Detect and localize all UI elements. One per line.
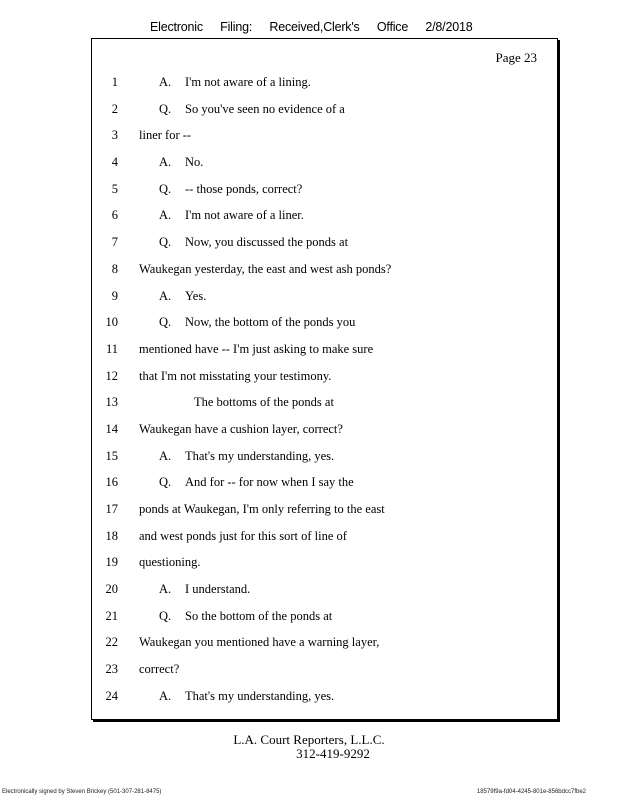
line-text: ponds at Waukegan, I'm only referring to the east — [139, 502, 385, 516]
reporter-block — [0, 733, 618, 761]
transcript-line — [92, 499, 557, 526]
line-text: Yes. — [185, 288, 207, 303]
transcript-line — [92, 286, 557, 313]
line-number: 10 — [105, 315, 118, 330]
speaker-label: Q. — [159, 235, 172, 250]
line-number: 7 — [111, 235, 118, 250]
line-content — [159, 152, 203, 172]
line-text: So you've seen no evidence of a — [185, 101, 345, 116]
line-content — [159, 579, 250, 599]
speaker-label: A. — [159, 448, 172, 463]
speaker-label: A. — [159, 155, 172, 170]
transcript-line — [92, 686, 557, 713]
line-number: 6 — [111, 208, 118, 223]
line-content — [159, 312, 355, 332]
line-text: correct? — [139, 662, 180, 677]
line-content — [139, 419, 343, 439]
line-text: I'm not aware of a lining. — [185, 75, 311, 89]
line-number: 12 — [105, 368, 118, 383]
line-content — [139, 552, 200, 572]
reporter-phone: 312-419-9292 — [296, 746, 370, 761]
line-number: 20 — [105, 582, 118, 597]
transcript-line — [92, 72, 557, 99]
speaker-label: Q. — [159, 101, 172, 116]
line-content — [159, 446, 334, 466]
reporter-name: L.A. Court Reporters, L.L.C. — [233, 732, 385, 747]
line-text: I'm not aware of a liner. — [185, 208, 304, 223]
line-content — [159, 179, 302, 199]
transcript-line — [92, 632, 557, 659]
line-content — [159, 606, 332, 626]
transcript-line — [92, 419, 557, 446]
transcript-line — [92, 392, 557, 419]
line-content — [139, 659, 179, 679]
line-text: Waukegan have a cushion layer, correct? — [139, 421, 343, 436]
line-number: 1 — [111, 75, 118, 89]
transcript-line — [92, 152, 557, 179]
filing-stamp-date: 2/8/2018 — [425, 20, 473, 34]
line-number: 23 — [105, 662, 118, 677]
line-content — [139, 339, 373, 359]
speaker-label: A. — [159, 208, 172, 223]
line-text: Now, you discussed the ponds at — [185, 235, 349, 250]
line-text: and west ponds just for this sort of line of — [139, 528, 347, 543]
line-number: 13 — [105, 395, 118, 410]
transcript-lines — [92, 72, 557, 713]
line-text: Waukegan you mentioned have a warning layer, — [139, 635, 380, 650]
speaker-label: Q. — [159, 315, 172, 330]
line-content — [159, 232, 348, 252]
line-text: I understand. — [185, 582, 251, 597]
line-text: No. — [185, 155, 204, 170]
line-content — [159, 99, 345, 119]
line-content — [194, 392, 334, 412]
transcript-line — [92, 312, 557, 339]
line-number: 2 — [111, 101, 118, 116]
filing-stamp-header — [150, 20, 472, 34]
line-number: 8 — [111, 261, 118, 276]
speaker-label: Q. — [159, 181, 172, 196]
transcript-line — [92, 606, 557, 633]
transcript-line — [92, 339, 557, 366]
transcript-line — [92, 446, 557, 473]
speaker-label: Q. — [159, 475, 172, 490]
transcript-line — [92, 472, 557, 499]
line-number: 9 — [111, 288, 118, 303]
speaker-label: Q. — [159, 608, 172, 623]
filing-stamp-word: Filing: — [220, 20, 253, 34]
line-content — [159, 72, 311, 92]
line-text: -- those ponds, correct? — [185, 181, 303, 196]
line-number: 16 — [105, 475, 118, 490]
transcript-line — [92, 99, 557, 126]
line-content — [139, 125, 191, 145]
line-number: 4 — [111, 155, 118, 170]
line-text: Now, the bottom of the ponds you — [185, 315, 356, 330]
line-text: So the bottom of the ponds at — [185, 608, 333, 623]
line-text: And for -- for now when I say the — [185, 475, 354, 490]
filing-stamp-word: Received,Clerk's — [269, 20, 360, 34]
speaker-label: A. — [159, 688, 172, 703]
transcript-line — [92, 179, 557, 206]
line-text: Waukegan yesterday, the east and west ash ponds? — [139, 261, 392, 276]
filing-stamp-word: Office — [376, 20, 409, 34]
page-number: Page 23 — [495, 50, 537, 65]
line-content — [139, 526, 347, 546]
transcript-line — [92, 232, 557, 259]
filing-stamp-word: Electronic — [150, 20, 203, 34]
speaker-label: A. — [159, 582, 172, 597]
transcript-line — [92, 579, 557, 606]
line-number: 15 — [105, 448, 118, 463]
line-number: 19 — [105, 555, 118, 570]
line-content — [139, 259, 391, 279]
line-number: 11 — [105, 341, 118, 356]
line-number: 17 — [105, 502, 118, 516]
line-content — [159, 286, 206, 306]
line-content — [159, 472, 354, 492]
speaker-label: A. — [159, 288, 172, 303]
line-text: That's my understanding, yes. — [185, 688, 335, 703]
line-number: 21 — [105, 608, 118, 623]
transcript-line — [92, 659, 557, 686]
line-text: that I'm not misstating your testimony. — [139, 368, 332, 383]
line-content — [139, 632, 379, 652]
document-id: 18579f9a-fd04-4245-801e-856bdcc7fbe2 — [476, 789, 586, 795]
line-number: 18 — [105, 528, 118, 543]
line-number: 14 — [105, 421, 118, 436]
speaker-label: A. — [159, 75, 172, 89]
transcript-page — [91, 38, 558, 720]
line-text: questioning. — [139, 555, 201, 570]
transcript-line — [92, 125, 557, 152]
transcript-line — [92, 552, 557, 579]
line-content — [139, 366, 331, 386]
transcript-line — [92, 259, 557, 286]
line-number: 3 — [111, 128, 118, 143]
line-content — [159, 205, 304, 225]
transcript-line — [92, 366, 557, 393]
line-number: 5 — [111, 181, 118, 196]
transcript-line — [92, 205, 557, 232]
transcript-line — [92, 526, 557, 553]
line-text: mentioned have -- I'm just asking to make sure — [139, 341, 374, 356]
line-text: The bottoms of the ponds at — [194, 395, 334, 410]
line-content — [139, 499, 385, 519]
line-number: 24 — [105, 688, 118, 703]
line-number: 22 — [105, 635, 118, 650]
line-content — [159, 686, 334, 706]
line-text: That's my understanding, yes. — [185, 448, 335, 463]
electronic-signature-note: Electronically signed by Steven Brickey (501-307-281-8475) — [2, 789, 162, 795]
line-text: liner for -- — [139, 128, 192, 143]
